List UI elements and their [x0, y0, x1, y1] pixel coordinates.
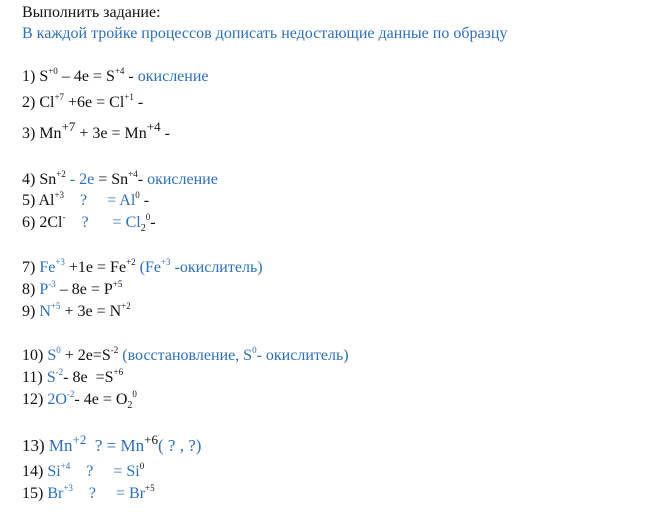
equation-number: 7)	[22, 259, 40, 276]
equation-number: 12)	[22, 391, 48, 408]
oxidation-state: 0	[252, 345, 257, 355]
equation-middle: +6e = Cl	[64, 94, 125, 111]
missing-electrons: ? = Mn	[86, 436, 145, 455]
process-note: окисление	[147, 171, 218, 188]
equation-middle: = Sn	[98, 171, 129, 188]
oxidation-state: -2	[66, 389, 75, 399]
equation-number: 10)	[22, 347, 48, 364]
equation-middle: + 3e = N	[60, 303, 122, 320]
oxidation-state: -	[62, 212, 66, 222]
oxidation-state: -2	[55, 367, 64, 377]
process-note: окисление	[137, 68, 209, 85]
oxidation-state: +0	[48, 66, 58, 76]
subscript: 2	[127, 400, 133, 411]
oxidation-state: +2	[121, 301, 131, 311]
equation-number: 5)	[22, 192, 39, 209]
process-note: -окислитель)	[170, 259, 263, 276]
oxidation-state: +2	[72, 432, 87, 447]
equation-middle: + 2e=S	[60, 347, 111, 364]
equation-2	[22, 94, 143, 113]
equation-middle: – 4e = S	[57, 68, 115, 85]
missing-electrons: ? = Si	[70, 463, 140, 480]
equation-1	[22, 68, 209, 87]
oxidation-state: -3	[48, 279, 56, 289]
oxidation-state: +3	[54, 190, 65, 200]
equation-13	[22, 432, 202, 456]
equation-tail: -	[160, 125, 170, 142]
oxidation-state: 0	[139, 461, 145, 471]
equation-11	[22, 369, 123, 388]
reactant: S	[47, 347, 57, 364]
equation-number: 6)	[22, 214, 40, 231]
equation-number: 2)	[22, 94, 40, 111]
oxidation-state: +2	[126, 257, 136, 267]
equation-7	[22, 259, 263, 278]
oxidation-state: 0	[135, 190, 140, 200]
electron-transfer: - 2e	[65, 171, 99, 188]
equation-3	[22, 119, 170, 143]
reactant: Fe	[39, 259, 56, 276]
oxidation-state: +3	[160, 257, 171, 267]
equation-middle: - 8e =S	[63, 369, 114, 386]
oxidation-state: +2	[56, 169, 66, 179]
equation-number: 8)	[22, 281, 40, 298]
process-note: (восстановление, S	[118, 347, 253, 364]
reactant: Cl	[39, 94, 55, 111]
oxidation-state: +1	[124, 92, 134, 102]
equation-4	[22, 171, 218, 190]
equation-tail: -	[124, 68, 138, 85]
equation-tail: -	[133, 94, 144, 111]
equation-12	[22, 391, 137, 411]
reactant: S	[46, 369, 56, 386]
oxidation-state: +5	[112, 279, 123, 289]
equation-number: 3)	[22, 125, 40, 142]
equation-number: 11)	[22, 369, 47, 386]
equation-5	[22, 192, 149, 211]
equation-number: 13)	[22, 436, 49, 455]
oxidation-state: +6	[144, 432, 158, 447]
missing-electrons: ? = Al	[64, 192, 136, 209]
reactant: P	[39, 281, 49, 298]
oxidation-state: +6	[113, 367, 124, 377]
equation-middle: – 8e = P	[55, 281, 113, 298]
reactant: Sn	[39, 171, 57, 188]
equation-middle: + 3e = Mn	[75, 125, 147, 142]
oxidation-state: +4	[60, 461, 71, 471]
equation-middle: +1e = Fe	[64, 259, 127, 276]
reactant: Si	[47, 463, 61, 480]
reactant: N	[39, 303, 51, 320]
subscript: 2	[140, 223, 146, 234]
reactant: 2Cl	[39, 214, 63, 231]
oxidation-state: +5	[145, 483, 155, 493]
oxidation-state: 0	[145, 212, 151, 222]
missing-electrons: ? = Cl	[65, 214, 141, 231]
oxidation-state: 0	[132, 389, 137, 399]
process-note: ( ? , ?)	[157, 436, 202, 455]
oxidation-state: 0	[56, 345, 61, 355]
oxidation-state: +5	[50, 301, 61, 311]
equation-tail: -	[137, 171, 148, 188]
oxidation-state: +4	[114, 66, 125, 76]
task-title	[22, 4, 161, 22]
reactant: Mn	[48, 436, 73, 455]
reactant: Al	[38, 192, 55, 209]
oxidation-state: +3	[63, 483, 73, 493]
reactant: 2O	[47, 391, 67, 408]
task-title-text: Выполнить задание:	[22, 4, 161, 21]
oxidation-state: +4	[146, 119, 161, 134]
oxidation-state: +4	[128, 169, 138, 179]
process-note: (Fe	[135, 259, 161, 276]
equation-6	[22, 214, 156, 234]
equation-number: 4)	[22, 171, 40, 188]
oxidation-state: +3	[55, 257, 65, 267]
task-instruction-text: В каждой тройке процессов дописать недостающие данные по образцу	[22, 25, 508, 42]
equation-15	[22, 485, 155, 504]
reactant: S	[39, 68, 49, 85]
task-instruction	[22, 25, 507, 43]
equation-number: 15)	[22, 485, 48, 502]
oxidation-state: +7	[61, 119, 76, 134]
oxidation-state: +7	[54, 92, 65, 102]
reactant: Br	[47, 485, 64, 502]
equation-middle: - 4e = O	[74, 391, 128, 408]
equation-10	[22, 347, 349, 366]
process-note: - окислитель)	[256, 347, 349, 364]
equation-8	[22, 281, 122, 300]
equation-tail: -	[150, 214, 156, 231]
equation-number: 14)	[22, 463, 48, 480]
equation-9	[22, 303, 131, 322]
equation-tail: -	[139, 192, 150, 209]
equation-number: 1)	[22, 68, 40, 85]
equation-number: 9)	[22, 303, 40, 320]
equation-14	[22, 463, 144, 482]
missing-electrons: ? = Br	[72, 485, 146, 502]
oxidation-state: -2	[110, 345, 119, 355]
reactant: Mn	[39, 125, 62, 142]
